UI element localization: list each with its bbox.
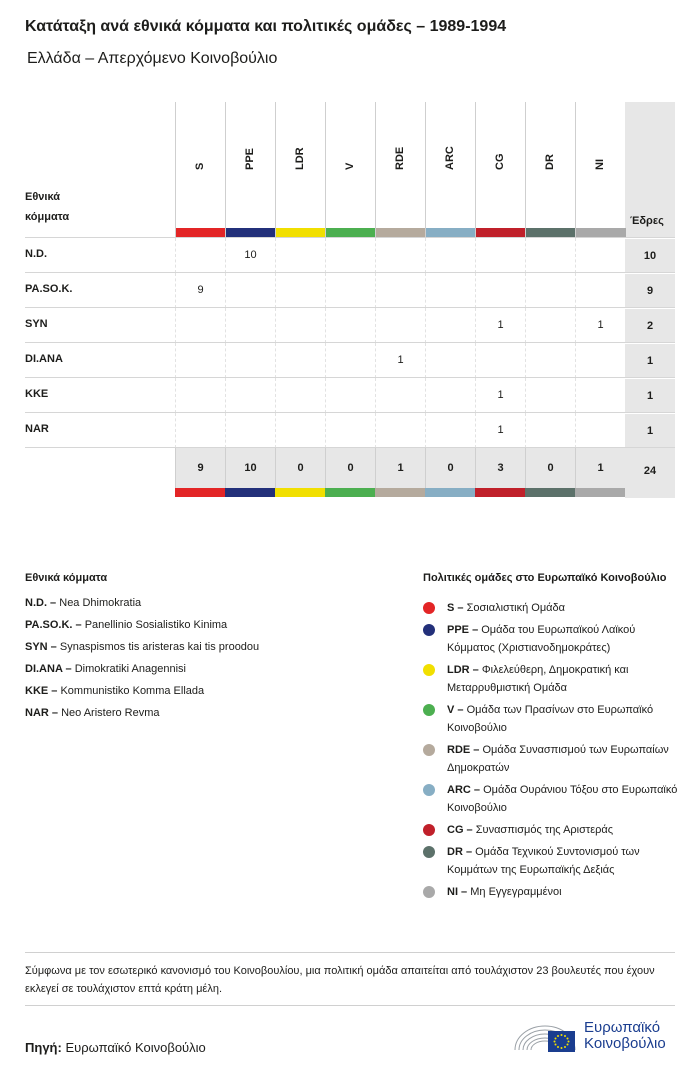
seat-cell bbox=[475, 273, 525, 308]
group-column-ldr bbox=[275, 102, 325, 237]
group-color-bar bbox=[226, 228, 276, 237]
seat-cell bbox=[275, 273, 325, 308]
seat-cell: 1 bbox=[375, 343, 425, 378]
party-full-name: Nea Dhimokratia bbox=[59, 597, 142, 609]
seat-cell bbox=[525, 308, 575, 343]
group-abbr: S – bbox=[447, 602, 464, 614]
group-code: PPE bbox=[244, 147, 256, 170]
group-color-bar bbox=[376, 228, 426, 237]
seat-cell bbox=[175, 238, 225, 273]
group-full-name: Ομάδα των Πρασίνων στο Ευρωπαϊκό Κοινοβούλιο bbox=[447, 704, 654, 734]
group-color-bar-bottom bbox=[475, 488, 525, 497]
group-total: 9 bbox=[175, 448, 225, 489]
group-code: NI bbox=[594, 159, 606, 170]
group-color-dot-icon bbox=[423, 624, 435, 636]
group-total: 1 bbox=[575, 448, 625, 489]
totals-row bbox=[25, 447, 675, 488]
group-color-bar-bottom bbox=[425, 488, 475, 497]
group-column-ni bbox=[575, 102, 625, 237]
seat-cell bbox=[525, 343, 575, 378]
table-header bbox=[25, 102, 675, 237]
seat-cell bbox=[175, 413, 225, 448]
national-legend-title: Εθνικά κόμματα bbox=[25, 572, 108, 584]
party-abbr: PA.SO.K. – bbox=[25, 619, 82, 631]
seat-cell: 1 bbox=[575, 308, 625, 343]
seat-cell bbox=[575, 238, 625, 273]
seat-cell bbox=[325, 273, 375, 308]
seat-cell bbox=[575, 273, 625, 308]
table-row bbox=[25, 237, 675, 272]
seat-cell bbox=[175, 343, 225, 378]
national-legend-item bbox=[25, 706, 385, 720]
seat-cell bbox=[225, 273, 275, 308]
group-legend-item bbox=[423, 599, 678, 617]
group-color-bar bbox=[526, 228, 576, 237]
row-total: 9 bbox=[625, 273, 675, 308]
page-title: Κατάταξη ανά εθνικά κόμματα και πολιτικές ομάδες – 1989-1994 bbox=[25, 18, 507, 35]
group-color-bar-bottom bbox=[325, 488, 375, 497]
group-legend-item bbox=[423, 741, 678, 777]
group-legend-item bbox=[423, 843, 678, 879]
group-color-dot-icon bbox=[423, 824, 435, 836]
group-color-bar-bottom bbox=[525, 488, 575, 497]
group-color-bar bbox=[176, 228, 226, 237]
seat-cell bbox=[375, 308, 425, 343]
seat-cell bbox=[425, 308, 475, 343]
national-legend-item bbox=[25, 596, 385, 610]
seat-cell bbox=[425, 378, 475, 413]
party-full-name: Dimokratiki Anagennisi bbox=[74, 663, 186, 675]
seat-cell bbox=[225, 343, 275, 378]
seat-cell bbox=[175, 308, 225, 343]
group-full-name: Ομάδα του Ευρωπαϊκού Λαϊκού Κόμματος (Χριστιανοδημοκράτες) bbox=[447, 624, 636, 654]
group-color-dot-icon bbox=[423, 664, 435, 676]
group-full-name: Συνασπισμός της Αριστεράς bbox=[475, 824, 614, 836]
party-name: N.D. bbox=[25, 248, 47, 260]
group-full-name: Σοσιαλιστική Ομάδα bbox=[466, 602, 566, 614]
group-code: CG bbox=[494, 153, 506, 170]
seat-cell bbox=[575, 413, 625, 448]
political-groups-legend bbox=[423, 572, 678, 905]
group-abbr: RDE – bbox=[447, 744, 480, 756]
party-abbr: DI.ANA – bbox=[25, 663, 72, 675]
group-legend-item bbox=[423, 661, 678, 697]
group-total: 10 bbox=[225, 448, 275, 489]
row-total: 1 bbox=[625, 378, 675, 413]
european-parliament-logo bbox=[512, 1016, 677, 1056]
group-color-dot-icon bbox=[423, 704, 435, 716]
seat-cell bbox=[575, 378, 625, 413]
group-column-dr bbox=[525, 102, 575, 237]
group-legend-item bbox=[423, 701, 678, 737]
seat-cell bbox=[325, 238, 375, 273]
seat-cell bbox=[225, 413, 275, 448]
group-color-bar bbox=[326, 228, 376, 237]
seat-cell bbox=[325, 413, 375, 448]
seat-cell bbox=[275, 308, 325, 343]
seat-cell bbox=[175, 378, 225, 413]
group-full-name: Μη Εγγεγραμμένοι bbox=[470, 886, 562, 898]
group-abbr: V – bbox=[447, 704, 464, 716]
table-row bbox=[25, 377, 675, 412]
seat-cell bbox=[275, 378, 325, 413]
seat-cell bbox=[525, 413, 575, 448]
seat-cell bbox=[475, 238, 525, 273]
table-row bbox=[25, 342, 675, 377]
group-full-name: Ομάδα Συνασπισμού των Ευρωπαίων Δημοκρατών bbox=[447, 744, 669, 774]
seat-cell bbox=[375, 273, 425, 308]
group-color-dot-icon bbox=[423, 602, 435, 614]
group-column-cg bbox=[475, 102, 525, 237]
party-name: KKE bbox=[25, 388, 49, 400]
grand-total: 24 bbox=[625, 448, 675, 498]
seats-table bbox=[25, 102, 675, 497]
group-legend-item bbox=[423, 883, 678, 901]
national-legend-item bbox=[25, 618, 385, 632]
group-legend-item bbox=[423, 621, 678, 657]
group-full-name: Ομάδα Τεχνικού Συντονισμού των Κομμάτων της Ευρωπαϊκής Δεξιάς bbox=[447, 846, 640, 876]
party-abbr: KKE – bbox=[25, 685, 58, 697]
table-body bbox=[25, 237, 675, 447]
table-row bbox=[25, 412, 675, 447]
groups-legend-title: Πολιτικές ομάδες στο Ευρωπαϊκό Κοινοβούλιο bbox=[423, 572, 667, 584]
seat-cell bbox=[325, 378, 375, 413]
group-color-bar bbox=[576, 228, 626, 237]
seat-cell: 9 bbox=[175, 273, 225, 308]
party-abbr: NAR – bbox=[25, 707, 59, 719]
seat-cell bbox=[275, 238, 325, 273]
seats-column-header: Έδρες bbox=[625, 102, 675, 237]
seat-cell bbox=[375, 413, 425, 448]
national-legend-item bbox=[25, 684, 385, 698]
seat-cell bbox=[525, 273, 575, 308]
party-name: SYN bbox=[25, 318, 48, 330]
group-code: DR bbox=[544, 154, 556, 170]
logo-text: Ευρωπαϊκό Κοινοβούλιο bbox=[584, 1019, 666, 1052]
seat-cell bbox=[425, 413, 475, 448]
group-total: 3 bbox=[475, 448, 525, 489]
group-legend-item bbox=[423, 781, 678, 817]
party-full-name: Panellinio Sosialistiko Kinima bbox=[84, 619, 228, 631]
group-abbr: PPE – bbox=[447, 624, 479, 636]
seat-cell: 1 bbox=[475, 413, 525, 448]
seat-cell bbox=[375, 238, 425, 273]
seat-cell bbox=[425, 273, 475, 308]
seat-cell bbox=[425, 343, 475, 378]
group-abbr: ARC – bbox=[447, 784, 481, 796]
seat-cell bbox=[225, 378, 275, 413]
group-total: 0 bbox=[275, 448, 325, 489]
european-parliament-logo-icon bbox=[512, 1016, 578, 1056]
group-legend-item bbox=[423, 821, 678, 839]
party-name: NAR bbox=[25, 423, 49, 435]
group-code: S bbox=[194, 162, 206, 170]
bottom-color-bars bbox=[25, 488, 675, 497]
national-legend-item bbox=[25, 640, 385, 654]
seat-cell bbox=[275, 413, 325, 448]
group-color-dot-icon bbox=[423, 846, 435, 858]
group-color-bar bbox=[476, 228, 526, 237]
party-name: DI.ANA bbox=[25, 353, 63, 365]
row-total: 1 bbox=[625, 413, 675, 448]
seat-cell bbox=[525, 238, 575, 273]
page-subtitle: Ελλάδα – Απερχόμενο Κοινοβούλιο bbox=[27, 50, 278, 67]
party-full-name: Neo Aristero Revma bbox=[61, 707, 160, 719]
row-total: 1 bbox=[625, 343, 675, 378]
group-color-dot-icon bbox=[423, 744, 435, 756]
row-total: 2 bbox=[625, 308, 675, 343]
seat-cell bbox=[325, 343, 375, 378]
group-column-rde bbox=[375, 102, 425, 237]
group-code: LDR bbox=[294, 147, 306, 170]
seat-cell bbox=[425, 238, 475, 273]
group-column-arc bbox=[425, 102, 475, 237]
group-code: V bbox=[344, 162, 356, 170]
source-line: Πηγή: Ευρωπαϊκό Κοινοβούλιο bbox=[25, 1040, 206, 1055]
group-color-bar-bottom bbox=[225, 488, 275, 497]
seat-cell bbox=[225, 308, 275, 343]
row-total: 10 bbox=[625, 238, 675, 273]
national-parties-legend bbox=[25, 572, 385, 728]
group-color-bar-bottom bbox=[575, 488, 625, 497]
seat-cell: 1 bbox=[475, 308, 525, 343]
table-row bbox=[25, 307, 675, 342]
footnote: Σύμφωνα με τον εσωτερικό κανονισμό του Κοινοβουλίου, μια πολιτική ομάδα απαιτείται από τουλάχιστον 23 βουλευτές που έχουν εκλεγεί σε τουλάχιστον επτά κράτη μέλη. bbox=[25, 952, 675, 1006]
group-abbr: CG – bbox=[447, 824, 473, 836]
seat-cell bbox=[325, 308, 375, 343]
group-color-bar bbox=[426, 228, 476, 237]
group-color-dot-icon bbox=[423, 784, 435, 796]
seat-cell bbox=[375, 378, 425, 413]
seat-cell bbox=[275, 343, 325, 378]
party-name: PA.SO.K. bbox=[25, 283, 73, 295]
row-header-label: Εθνικά κόμματα bbox=[25, 191, 70, 223]
group-color-bar-bottom bbox=[175, 488, 225, 497]
group-code: ARC bbox=[444, 146, 456, 170]
group-abbr: LDR – bbox=[447, 664, 479, 676]
group-abbr: NI – bbox=[447, 886, 468, 898]
seat-cell: 10 bbox=[225, 238, 275, 273]
group-total: 0 bbox=[525, 448, 575, 489]
seat-cell bbox=[525, 378, 575, 413]
group-column-v bbox=[325, 102, 375, 237]
group-full-name: Φιλελεύθερη, Δημοκρατική και Μεταρρυθμιστική Ομάδα bbox=[447, 664, 629, 694]
group-code: RDE bbox=[394, 146, 406, 170]
seat-cell bbox=[575, 343, 625, 378]
group-color-bar-bottom bbox=[275, 488, 325, 497]
table-row bbox=[25, 272, 675, 307]
group-abbr: DR – bbox=[447, 846, 473, 858]
group-color-dot-icon bbox=[423, 886, 435, 898]
group-column-s bbox=[175, 102, 225, 237]
group-column-ppe bbox=[225, 102, 275, 237]
party-abbr: N.D. – bbox=[25, 597, 57, 609]
group-color-bar bbox=[276, 228, 326, 237]
group-total: 1 bbox=[375, 448, 425, 489]
party-full-name: Synaspismos tis aristeras kai tis proodou bbox=[59, 641, 260, 653]
seat-cell bbox=[475, 343, 525, 378]
group-color-bar-bottom bbox=[375, 488, 425, 497]
party-abbr: SYN – bbox=[25, 641, 57, 653]
group-total: 0 bbox=[425, 448, 475, 489]
seat-cell: 1 bbox=[475, 378, 525, 413]
national-legend-item bbox=[25, 662, 385, 676]
party-full-name: Kommunistiko Komma Ellada bbox=[60, 685, 205, 697]
group-total: 0 bbox=[325, 448, 375, 489]
group-full-name: Ομάδα Ουράνιου Τόξου στο Ευρωπαϊκό Κοινοβούλιο bbox=[447, 784, 678, 814]
